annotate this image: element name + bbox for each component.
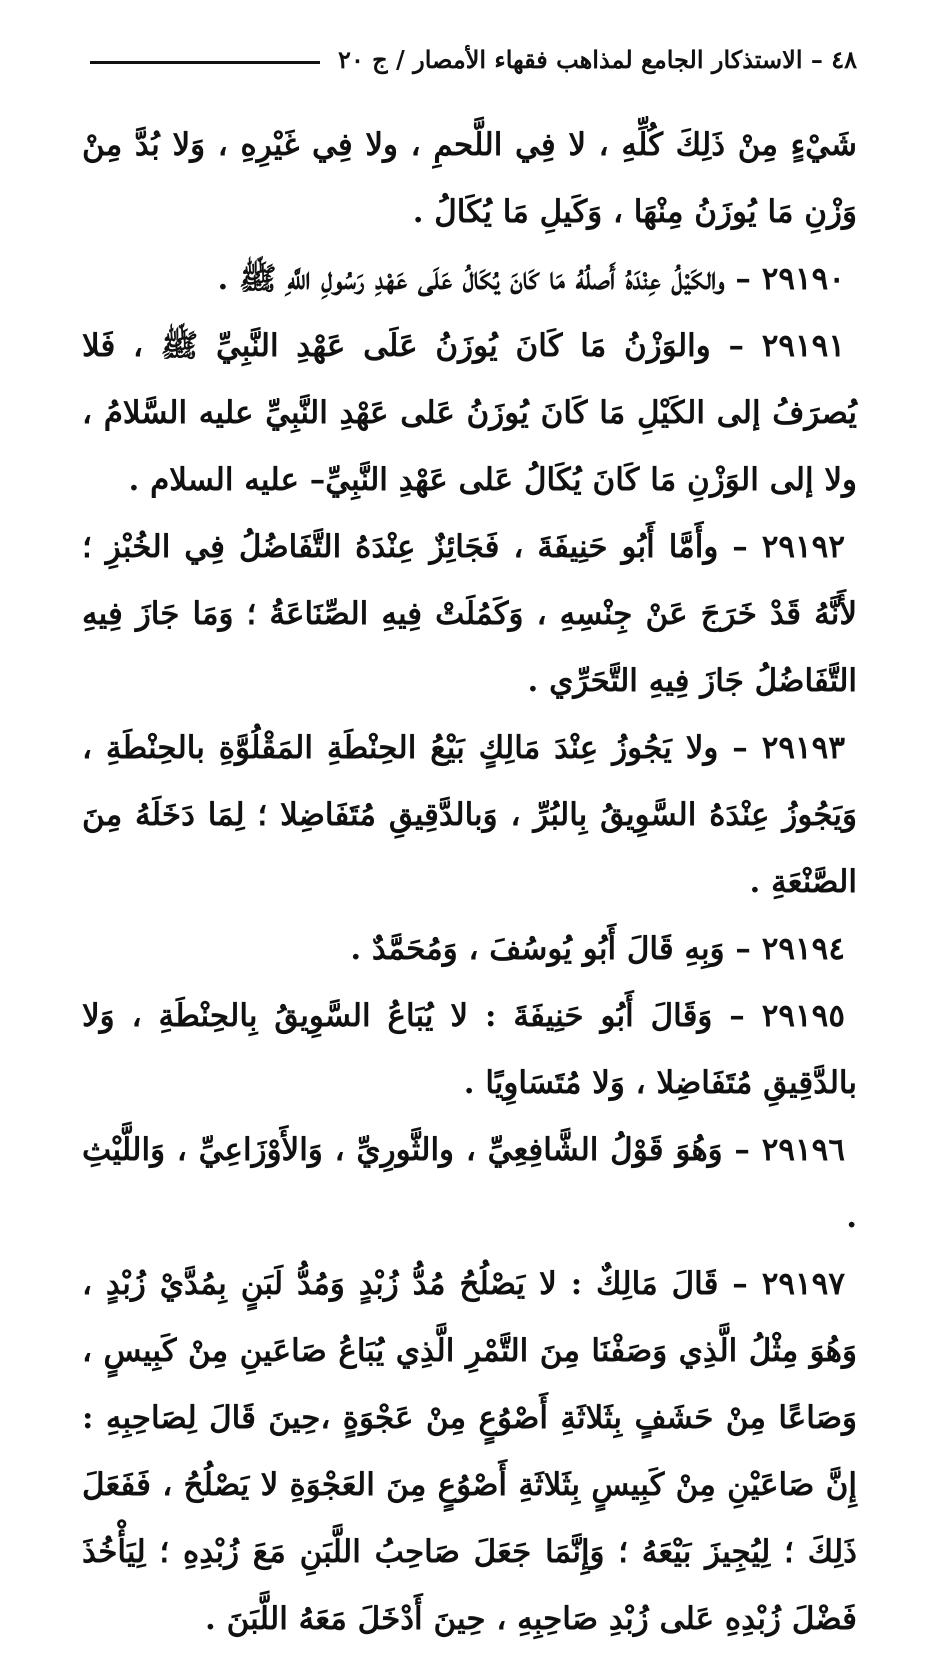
header-rule	[90, 61, 320, 64]
paragraph-29190: ٢٩١٩٠ – والكَيْلُ عِنْدَهُ أَصلُهُ مَا كَانَ يُكَالُ عَلَى عَهْدِ رَسُولِ اللَّهِ ﷺ .	[217, 261, 845, 297]
paragraph-29192: ٢٩١٩٢ – وأَمَّا أَبُو حَنِيفَةَ ، فَجَائِزٌ عِنْدَهُ التَّفَاضُلُ فِي الخُبْزِ ؛ لأَنَّهُ قَدْ خَرَجَ عَنْ جِنْسِهِ ، وَكَمُلَتْ فِيهِ الصِّنَاعَةُ ؛ وَمَا جَازَ فِيهِ التَّفَاضُلُ جَازَ فِيهِ التَّحَرِّي .	[82, 529, 857, 699]
paragraph-continuation: شَيْءٍ مِنْ ذَلِكَ كُلِّهِ ، لا فِي اللَّحمِ ، ولا فِي غَيْرِهِ ، وَلا بُدَّ مِنْ وَزْنِ مَا يُوزَنُ مِنْهَا ، وَكَيلِ مَا يُكَالُ .	[82, 127, 857, 230]
paragraph-29191: ٢٩١٩١ – والوَزْنُ مَا كَانَ يُوزَنُ عَلَى عَهْدِ النَّبِيِّ ﷺ ، فَلا يُصرَفُ إلى الكَيْلِ مَا كَانَ يُوزَنُ عَلى عَهْدِ النَّبِيِّ عليه السَّلامُ ، ولا إلى الوَزْنِ مَا كَانَ يُكَالُ عَلى عَهْدِ النَّبِيِّ– عليه السلام .	[82, 328, 857, 498]
header-title: ٤٨ – الاستذكار الجامع لمذاهب فقهاء الأمصار / ج ٢٠	[338, 45, 857, 74]
paragraph-29194: ٢٩١٩٤ – وَبِهِ قَالَ أَبُو يُوسُفَ ، وَمُحَمَّدٌ .	[350, 931, 845, 967]
paragraph-29197: ٢٩١٩٧ – قَالَ مَالِكٌ : لا يَصْلُحُ مُدُّ زُبْدٍ وَمُدُّ لَبَنٍ بِمُدَّيْ زُبْدٍ ، وَهُوَ مِثْلُ الَّذِي وَصَفْنَا مِنَ التَّمْرِ الَّذِي يُبَاعُ صَاعَينِ مِنْ كَبِيسٍ ، وَصَاعًا مِنْ حَشَفٍ بِثَلاثَةِ أَصْوُعٍ مِنْ عَجْوَةٍ ،حِينَ قَالَ لِصَاحِبِهِ : إِنَّ صَاعَيْنِ مِنْ كَبِيسٍ بِثَلاثَةِ أَصْوُعٍ مِنَ العَجْوَةِ لا يَصْلُحُ ، فَفَعَلَ ذَلِكَ ؛ لِيُجِيزَ بَيْعَهُ ؛ وَإِنَّمَا جَعَلَ صَاحِبُ اللَّبَنِ مَعَ زُبْدِهِ ؛ لِيَأْخُذَ فَضْلَ زُبْدِهِ عَلى زُبْدِ صَاحِبِهِ ، حِينَ أَدْخَلَ مَعَهُ اللَّبَنَ .	[82, 1266, 857, 1637]
body-text	[82, 112, 857, 1653]
paragraph-29196: ٢٩١٩٦ – وَهُوَ قَوْلُ الشَّافِعِيِّ ، والثَّورِيِّ ، وَالأَوْزَاعِيِّ ، وَاللَّيْثِ .	[82, 1132, 857, 1235]
paragraph-29195: ٢٩١٩٥ – وَقَالَ أَبُو حَنِيفَةَ : لا يُبَاعُ السَّوِيقُ بِالحِنْطَةِ ، وَلا بالدَّقِيقِ مُتَفَاضِلا ، وَلا مُتَسَاوِيًا .	[82, 998, 857, 1101]
paragraph-29193: ٢٩١٩٣ – ولا يَجُوزُ عِنْدَ مَالِكٍ بَيْعُ الحِنْطَةِ المَقْلُوَّةِ بالحِنْطَةِ ، وَيَجُوزُ عِنْدَهُ السَّوِيقُ بِالبُرِّ ، وَبالدَّقِيقِ مُتَفَاضِلا ؛ لِمَا دَخَلَهُ مِنَ الصَّنْعَةِ .	[82, 730, 857, 900]
running-header	[90, 40, 857, 80]
